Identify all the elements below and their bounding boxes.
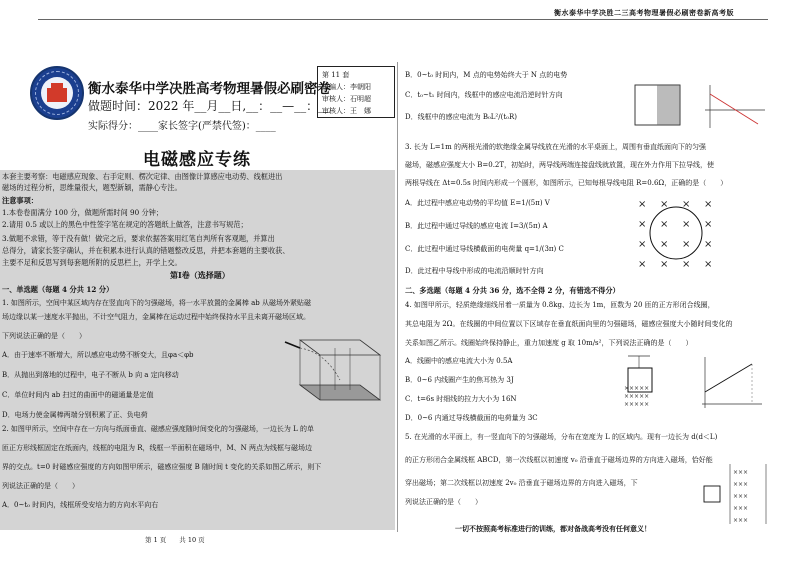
q2-line-4: 列说法正确的是（ ） (2, 482, 79, 490)
svg-text:×××××: ××××× (624, 401, 650, 408)
svg-text:×: × (638, 219, 647, 230)
q3-option-a: A．此过程中感应电动势的平均值 E=1/(5π) V (405, 199, 550, 207)
intro-line-1: 本套主要考察：电磁感应现象、右手定则、楞次定律、由图像计算感应电动势、线框进出 (2, 172, 283, 181)
running-header: 衡水泰华中学决胜二三高考物理暑假必刷密卷新高考版 (554, 8, 734, 17)
q1-option-b: B．从抛出到落地的过程中，电子不断从 b 向 a 定向移动 (2, 371, 179, 379)
q4-option-a: A．线圈中的感应电流大小为 0.5A (405, 357, 513, 365)
q4-option-c: C．t=6s 时细线的拉力大小为 16N (405, 395, 517, 403)
q2-line-1: 2. 如图甲所示，空间中存在一方向与纸面垂直、磁感应强度随时间变化的匀强磁场，一边长为 L 的单 (2, 425, 315, 433)
header-divider (38, 19, 768, 20)
q4-option-b: B．0~6 内线圈产生的焦耳热为 3J (405, 376, 514, 384)
column-divider (397, 62, 398, 532)
section-2: 二、多选题（每题 4 分共 36 分，选不全得 2 分，有错选不得分） (405, 286, 620, 295)
q4-option-d: D．0~6 内通过导线横截面的电荷量为 3C (405, 414, 538, 422)
q5-line-3: 穿出磁场；第二次线框以初速度 2v₀ 沿垂直于磁场边界的方向进入磁场，下 (405, 479, 638, 487)
q2-option-c: C．t₀~t₁ 时间内，线框中的感应电流沿逆时针方向 (405, 91, 563, 99)
q1-line-2: 场边缘以某一速度水平抛出，不计空气阻力，金属棒在运动过程中始终保持水平且未离开磁场区域。 (2, 313, 310, 321)
svg-text:×: × (638, 199, 647, 210)
svg-text:×: × (660, 199, 669, 210)
reviewer: 审核人：石明超 (322, 95, 371, 103)
q1-option-d: D．电场力使金属棒两端分别积累了正、负电荷 (2, 411, 148, 419)
q3-line-3: 两根导线在 Δt=0.5s 时间内形成一个圆形，如图所示，已知每根导线电阻 R=0.6Ω，正确的是（ ） (405, 179, 728, 187)
svg-text:×: × (682, 259, 691, 270)
q5-line-2: 的正方形闭合金属线框 ABCD，第一次线框以初速度 v₀ 沿垂直于磁场边界的方向进入磁场，恰好能 (405, 456, 713, 464)
set-number: 第 11 套 (322, 71, 350, 79)
svg-text:×××××: ××××× (624, 385, 650, 392)
svg-text:×: × (660, 219, 669, 230)
page-footer: 第 1 页 共 10 页 (145, 536, 205, 544)
school-logo (30, 66, 84, 120)
svg-text:×: × (638, 259, 647, 270)
svg-text:×: × (682, 219, 691, 230)
svg-text:×: × (660, 239, 669, 250)
time-line: 做题时间：2022 年__月__日,__：__—__：__ (88, 99, 331, 113)
leader: 组编人：李朝阳 (322, 83, 371, 91)
svg-text:×: × (682, 239, 691, 250)
svg-text:×××: ××× (733, 493, 749, 500)
q3-line-1: 3. 长为 L=1m 的两根光滑的软绝缘金属导线放在光滑的水平桌面上，周围有垂直纸面向下的匀强 (405, 143, 706, 151)
note-1: 1.本卷卷面满分 100 分，做题所需时间 90 分钟； (2, 208, 164, 217)
svg-text:×××: ××× (733, 505, 749, 512)
q3-option-b: B．此过程中通过导线的感应电流 I=3/(5π) A (405, 222, 548, 230)
q2-figures (630, 80, 770, 138)
q1-option-c: C．单位时间内 ab 扫过的曲面中的磁通量是定值 (2, 391, 154, 399)
q3-line-2: 磁场，磁感应强度大小 B=0.2T，初始时，两导线两端连接盘线就放置，现在外力作用下拉导线，使 (405, 161, 715, 169)
q4-line-3: 关系如图乙所示。线圈始终保持静止，重力加速度 g 取 10m/s²，下列说法正确的是（ ） (405, 339, 693, 347)
section-1: 一、单选题（每题 4 分共 12 分） (2, 285, 114, 294)
auditor: 审核人：王 娜 (322, 107, 371, 115)
q2-line-2: 匝正方形线框固定在纸面内，线框的电阻为 R，线框一半面积在磁场中，M、N 两点为线框与磁场边 (2, 444, 313, 452)
svg-text:×××: ××× (733, 469, 749, 476)
q4-figures (620, 352, 770, 414)
exam-title: 衡水泰华中学决胜高考物理暑假必刷密卷 (88, 81, 331, 97)
q1-figure (280, 330, 390, 410)
q2-option-a: A．0~t₀ 时间内，线框所受安培力的方向水平向右 (2, 501, 159, 509)
notes-title: 注意事项： (2, 196, 38, 205)
topic-title: 电磁感应专练 (143, 150, 251, 170)
note-2: 2.请用 0.5 或以上的黑色中性签字笔在规定的答题纸上做答，注意书写规范； (2, 220, 248, 229)
svg-text:×: × (704, 219, 713, 230)
q1-line-1: 1. 如图所示，空间中某区域内存在竖直向下的匀强磁场，将一水平放置的金属棒 ab 从磁场外紧贴磁 (2, 299, 312, 307)
q5-line-1: 5. 在光滑的水平面上，有一竖直向下的匀强磁场，分布在宽度为 L 的区域内。现有一边长为 d(d＜L) (405, 433, 718, 441)
svg-text:×: × (704, 239, 713, 250)
q1-line-3: 下列说法正确的是（ ） (2, 332, 86, 340)
score-line: 实际得分：____家长签字(严禁代签)：____ (88, 121, 276, 132)
q3-option-c: C．此过程中通过导线横截面的电荷量 q=1/(3π) C (405, 245, 564, 253)
svg-text:×: × (638, 239, 647, 250)
q2-line-3: 界的交点。t=0 时磁感应强度的方向如图甲所示，磁感应强度 B 随时间 t 变化的关系如图乙所示，则下 (2, 463, 322, 471)
svg-text:×: × (704, 259, 713, 270)
svg-text:×××: ××× (733, 517, 749, 524)
svg-text:×××: ××× (733, 481, 749, 488)
q5-line-4: 列说法正确的是（ ） (405, 498, 482, 506)
q2-option-b: B．0~t₀ 时间内，M 点的电势始终大于 N 点的电势 (405, 71, 568, 79)
svg-text:×××××: ××××× (624, 393, 650, 400)
part-1-title: 第Ⅰ卷（选择题） (170, 270, 230, 280)
bottom-slogan: 一切不按照高考标准进行的训练，都对备战高考没有任何意义！ (455, 524, 651, 533)
q5-figure (700, 462, 770, 526)
svg-text:×: × (660, 259, 669, 270)
svg-text:×: × (682, 199, 691, 210)
svg-text:×: × (704, 199, 713, 210)
q4-line-2: 其总电阻为 2Ω。在线圈的中间位置以下区域存在垂直纸面向里的匀强磁场，磁感应强度大小随时间变化的 (405, 320, 733, 328)
q4-line-1: 4. 如图甲所示，轻质绝缘细线吊着一质量为 0.8kg、边长为 1m，匝数为 20 匝的正方形闭合线圈， (405, 301, 715, 309)
note-3b: 总得分，请家长签字确认，并在积累本进行认真的错题整改反思，并把本套题的主要收获、 (2, 246, 290, 255)
intro-line-2: 磁场的过程分析，思维量很大，题型新颖，需静心专注。 (2, 183, 182, 192)
q2-option-d: D．线框中的感应电流为 B₀L²/(t₀R) (405, 113, 517, 121)
info-box (317, 66, 395, 118)
q3-figure (632, 193, 727, 278)
q1-option-a: A．由于速率不断增大，所以感应电动势不断变大，且φa＜φb (2, 351, 194, 359)
note-3c: 主要不足和反思写到每套题所附的反思栏上，开学上交。 (2, 258, 182, 267)
q3-option-d: D．此过程中导线中形成的电流沿顺时针方向 (405, 267, 544, 275)
note-3a: 3.做题不求错，等于没有做！做完之后，要求依据答案用红笔自判所有客观题，并算出 (2, 234, 275, 243)
